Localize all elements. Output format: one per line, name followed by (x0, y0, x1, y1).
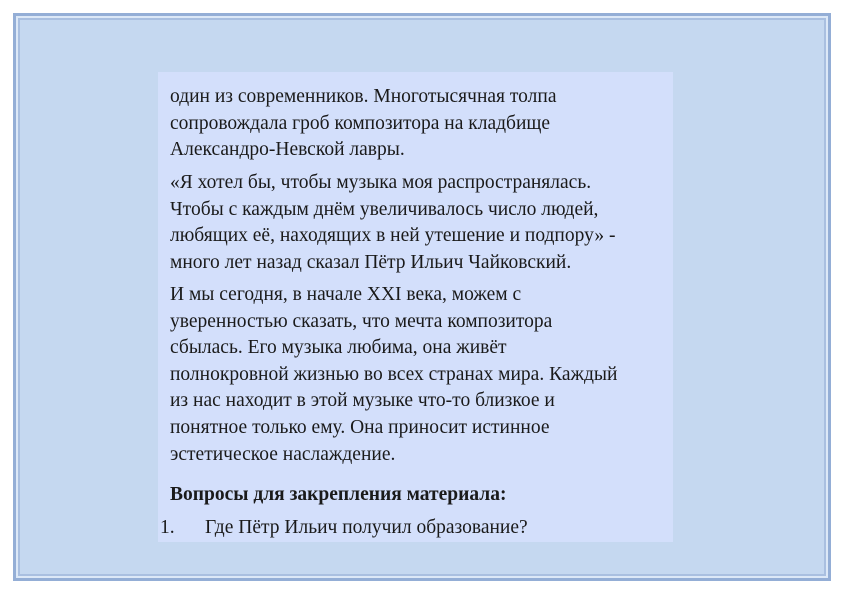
text-line: сопровождала гроб композитора на кладбище (170, 112, 551, 134)
text-line: из нас находит в этой музыке что-то близкое и (170, 390, 555, 412)
text-line: Александро-Невской лавры. (170, 139, 405, 161)
question-text: Где Пётр Ильич получил образование? (205, 517, 528, 538)
text-line: «Я хотел бы, чтобы музыка моя распространялась. (170, 172, 592, 193)
text-line: много лет назад сказал Пётр Ильич Чайковский. (170, 251, 572, 273)
text-line: полнокровной жизнью во всех странах мира. Каждый (170, 363, 618, 385)
slide-text-box (158, 72, 673, 542)
text-line: один из современников. Многотысячная толпа (170, 86, 557, 107)
text-line: любящих её, находящих в ней утешение и подпору» - (170, 225, 616, 247)
text-line: Чтобы с каждым днём увеличивалось число людей, (170, 198, 599, 220)
questions-heading: Вопросы для закрепления материала: (170, 484, 507, 505)
paragraph-quote (170, 170, 670, 276)
text-line: И мы сегодня, в начале XXI века, можем с (170, 284, 522, 305)
text-line: уверенностью сказать, что мечта композитора (170, 310, 553, 332)
paragraph-legacy (170, 282, 670, 468)
question-number: 1. (160, 517, 175, 538)
paragraph-funeral (170, 84, 670, 164)
text-line: сбылась. Его музыка любима, она живёт (170, 337, 507, 359)
text-line: понятное только ему. Она приносит истинное (170, 416, 550, 438)
text-line: эстетическое наслаждение. (170, 443, 396, 465)
